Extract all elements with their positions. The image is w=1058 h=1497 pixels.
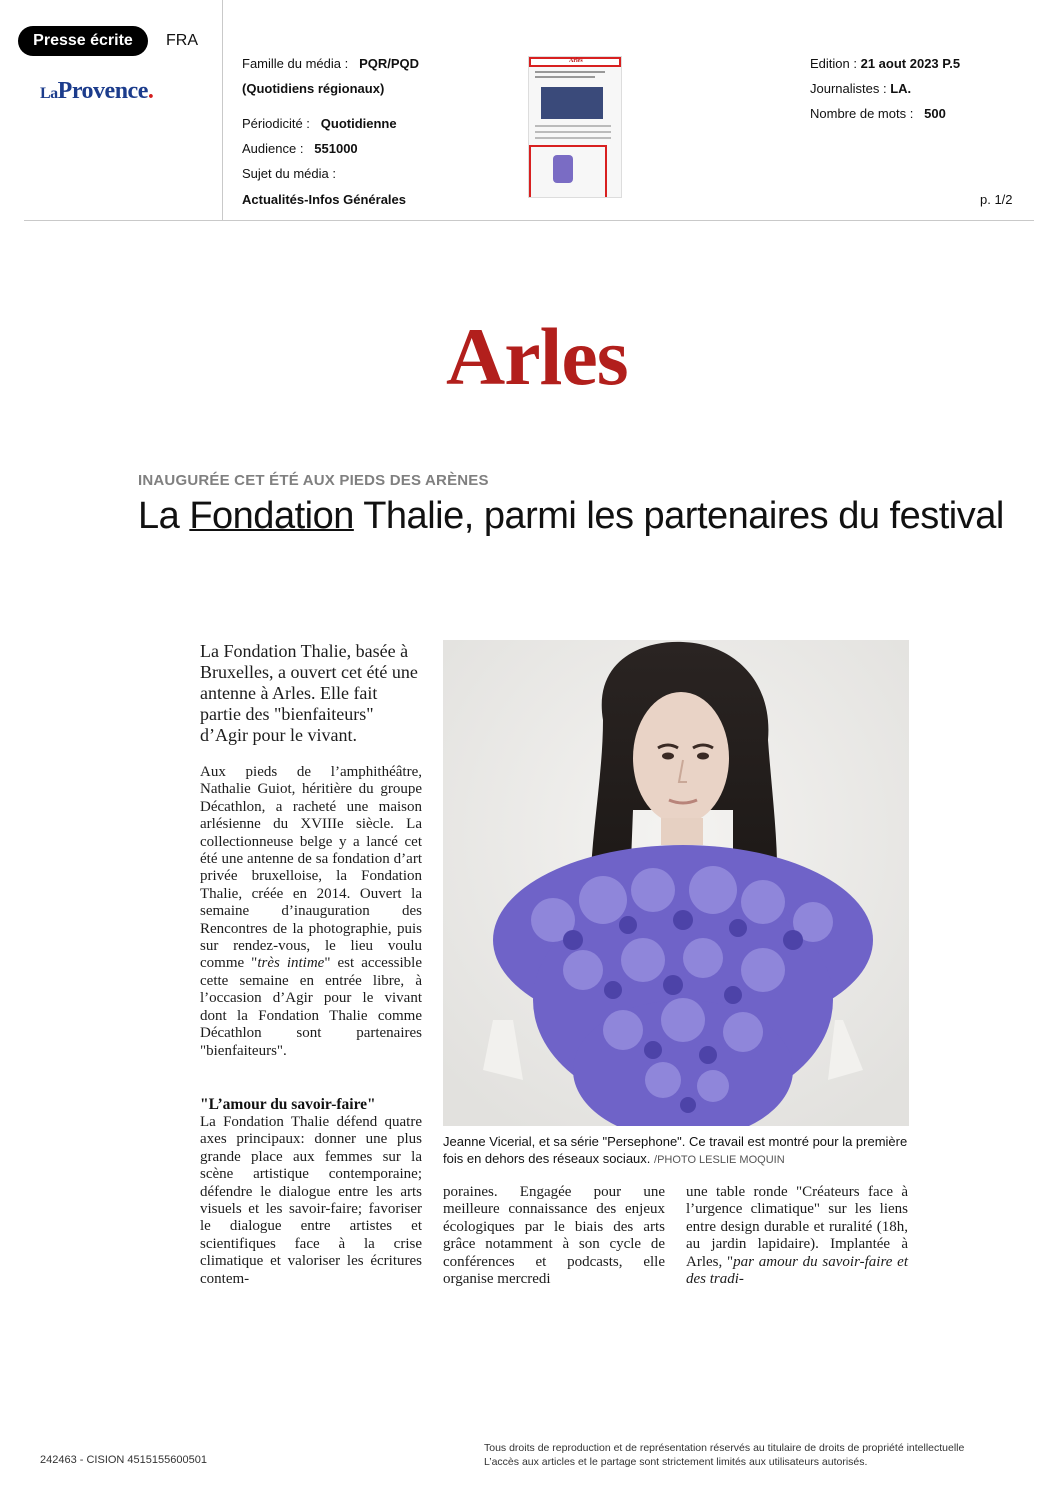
header-divider-horizontal [24,220,1034,221]
edition: Edition : 21 aout 2023 P.5 [810,56,961,71]
thumbnail-photo [553,155,573,183]
media-family [242,56,419,72]
headline-link[interactable]: Fondation [189,495,354,537]
article-column-3: une table ronde "Créateurs face à l’urgence climatique" sur les liens entre design durable et ruralité (18h, au jardin lapidaire). Implantée à Arles, "par amour du savoir-faire et des tradi- [686,1184,908,1288]
thumbnail-line [535,131,611,133]
article-headline: La Fondation Thalie, parmi les partenaires du festival [138,495,1004,537]
article-subheading: "L’amour du savoir-faire" [200,1096,376,1113]
media-family-value: PQR/PQD [359,56,420,71]
page-thumbnail[interactable] [528,56,622,198]
logo-prefix: La [40,85,58,102]
audience-value: 551000 [314,141,358,156]
thumbnail-line [535,125,611,127]
media-subject-label: Sujet du média : [242,166,336,181]
article-column-2: poraines. Engagée pour une meilleure connaissance des enjeux écologiques par le biais des arts grâce notamment à son cycle de conférences et podcasts, elle organise mercredi [443,1184,665,1288]
audience: Audience : 551000 [242,141,358,156]
media-subject-value: Actualités-Infos Générales [242,192,406,207]
publication-logo [40,78,153,105]
article-lead: La Fondation Thalie, basée à Bruxelles, a ouvert cet été une antenne à Arles. Elle fait partie des "bienfaiteurs" d’Agir pour le vivant. [200,641,418,745]
media-type-badge: Presse écrite [18,26,148,56]
footer-copyright: Tous droits de reproduction et de représentation réservés au titulaire de droits de propriété intellectuelle L’accès aux articles et le partage sont strictement limités aux utilisateurs autorisés. [484,1442,965,1468]
page-number: p. 1/2 [980,192,1013,207]
edition-value: 21 aout 2023 P.5 [860,56,961,71]
media-family-label: Famille du média : [242,56,349,71]
language-label: FRA [166,32,198,49]
journalists-value: LA. [890,81,912,96]
logo-name: Provence [57,78,148,104]
article-column-1: Aux pieds de l’amphithéâtre, Nathalie Guiot, héritière du groupe Décathlon, a racheté une maison arlésienne du XVIIIe siècle. La collectionneuse belge y a lancé cet été une antenne de sa fondation d’art privée bruxelloise, la Fondation Thalie, créée en 2014. Ouvert la semaine d’inauguration des Rencontres de la photographie, puis sur rendez-vous, le lieu voulu comme "très intime" est accessible cette semaine en entrée libre, à l’occasion d’Agir pour le vivant dont la Fondation Thalie comme Décathlon sont partenaires "bienfaiteurs". [200,764,422,1059]
periodicity: Périodicité : Quotidienne [242,116,397,131]
footer-reference: 242463 - CISION 4515155600501 [40,1454,207,1466]
periodicity-value: Quotidienne [320,116,397,131]
word-count: Nombre de mots : 500 [810,106,946,121]
journalists: Journalistes : LA. [810,81,912,96]
section-title: Arles [446,311,628,402]
article-column-1-continued: La Fondation Thalie défend quatre axes principaux: donner une plus grande place aux femmes sur la scène artistique contemporaine; défendre le dialogue entre les arts visuels et les savoir-faire; favoriser le dialogue entre artistes et scientifiques face à la crise climatique et valoriser les écritures contem- [200,1114,422,1287]
thumbnail-line [535,76,595,78]
header-divider-vertical [222,0,223,220]
media-family-sub: (Quotidiens régionaux) [242,81,385,96]
photo-credit: /PHOTO LESLIE MOQUIN [654,1154,785,1166]
article-photo [443,640,909,1126]
logo-dot: . [147,78,154,104]
portrait-illustration [443,640,909,1126]
thumbnail-line [535,137,611,139]
thumbnail-image [541,87,603,119]
thumbnail-line [535,71,605,73]
photo-caption: Jeanne Vicerial, et sa série "Persephone". Ce travail est montré pour la première fois en dehors des réseaux sociaux. /PHOTO LESLIE MOQUIN [443,1134,908,1166]
word-count-value: 500 [924,106,946,121]
article-kicker: INAUGURÉE CET ÉTÉ AUX PIEDS DES ARÈNES [138,472,489,489]
thumbnail-title: Arles [569,58,583,64]
